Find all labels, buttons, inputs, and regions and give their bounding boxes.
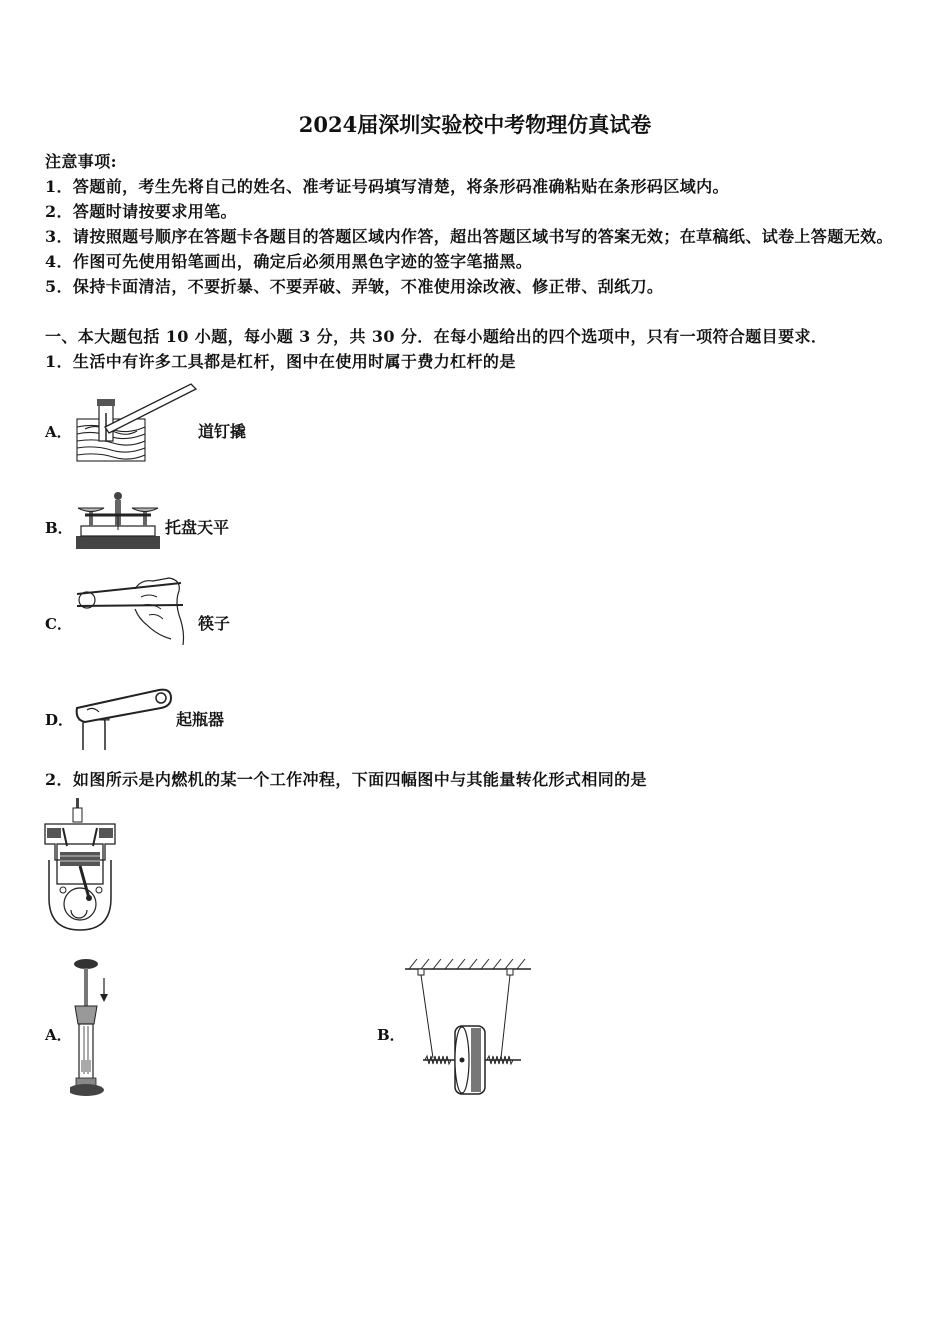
q1-option-a-letter: A． <box>45 423 72 441</box>
q1-option-d-caption: 起瓶器 <box>176 710 225 729</box>
air-compression-syringe-figure <box>70 956 120 1098</box>
q1-option-c-caption: 筷子 <box>198 614 231 633</box>
page-title: 2024届深圳实验校中考物理仿真试卷 <box>298 112 652 137</box>
tray-balance-figure <box>73 490 163 552</box>
q2-option-a-letter: A． <box>45 1026 72 1044</box>
notice-item-1: 1．答题前，考生先将自己的姓名、准考证号码填写清楚，将条形码准确粘贴在条形码区域内。 <box>45 177 729 196</box>
q1-option-c-letter: C． <box>45 615 72 633</box>
notice-item-4: 4．作图可先使用铅笔画出，确定后必须用黑色字迹的签字笔描黑。 <box>45 252 533 271</box>
section-heading: 一、本大题包括 10 小题，每小题 3 分，共 30 分．在每小题给出的四个选项中，只有一项符合题目要求． <box>45 327 828 346</box>
nail-puller-figure <box>75 383 197 465</box>
q1-option-b-letter: B． <box>45 519 73 537</box>
notice-item-3: 3．请按照题号顺序在答题卡各题目的答题区域内作答，超出答题区域书写的答案无效；在草稿纸、试卷上答题无效。 <box>45 227 893 246</box>
notice-item-2: 2．答题时请按要求用笔。 <box>45 202 237 221</box>
engine-stroke-figure <box>43 798 117 934</box>
q2-option-b-letter: B． <box>377 1026 405 1044</box>
bottle-opener-figure <box>73 686 173 750</box>
question-1-stem: 1．生活中有许多工具都是杠杆，图中在使用时属于费力杠杆的是 <box>45 352 516 371</box>
q1-option-a-caption: 道钉撬 <box>198 422 247 441</box>
question-2-stem: 2．如图所示是内燃机的某一个工作冲程，下面四幅图中与其能量转化形式相同的是 <box>45 770 647 789</box>
notice-item-5: 5．保持卡面清洁，不要折暴、不要弄破、弄皱，不准使用涂改液、修正带、刮纸刀。 <box>45 277 664 296</box>
notice-heading: 注意事项: <box>45 152 117 171</box>
q1-option-d-letter: D． <box>45 711 74 729</box>
q1-option-b-caption: 托盘天平 <box>165 518 230 537</box>
maxwell-wheel-figure <box>403 956 533 1098</box>
chopsticks-figure <box>75 575 187 647</box>
